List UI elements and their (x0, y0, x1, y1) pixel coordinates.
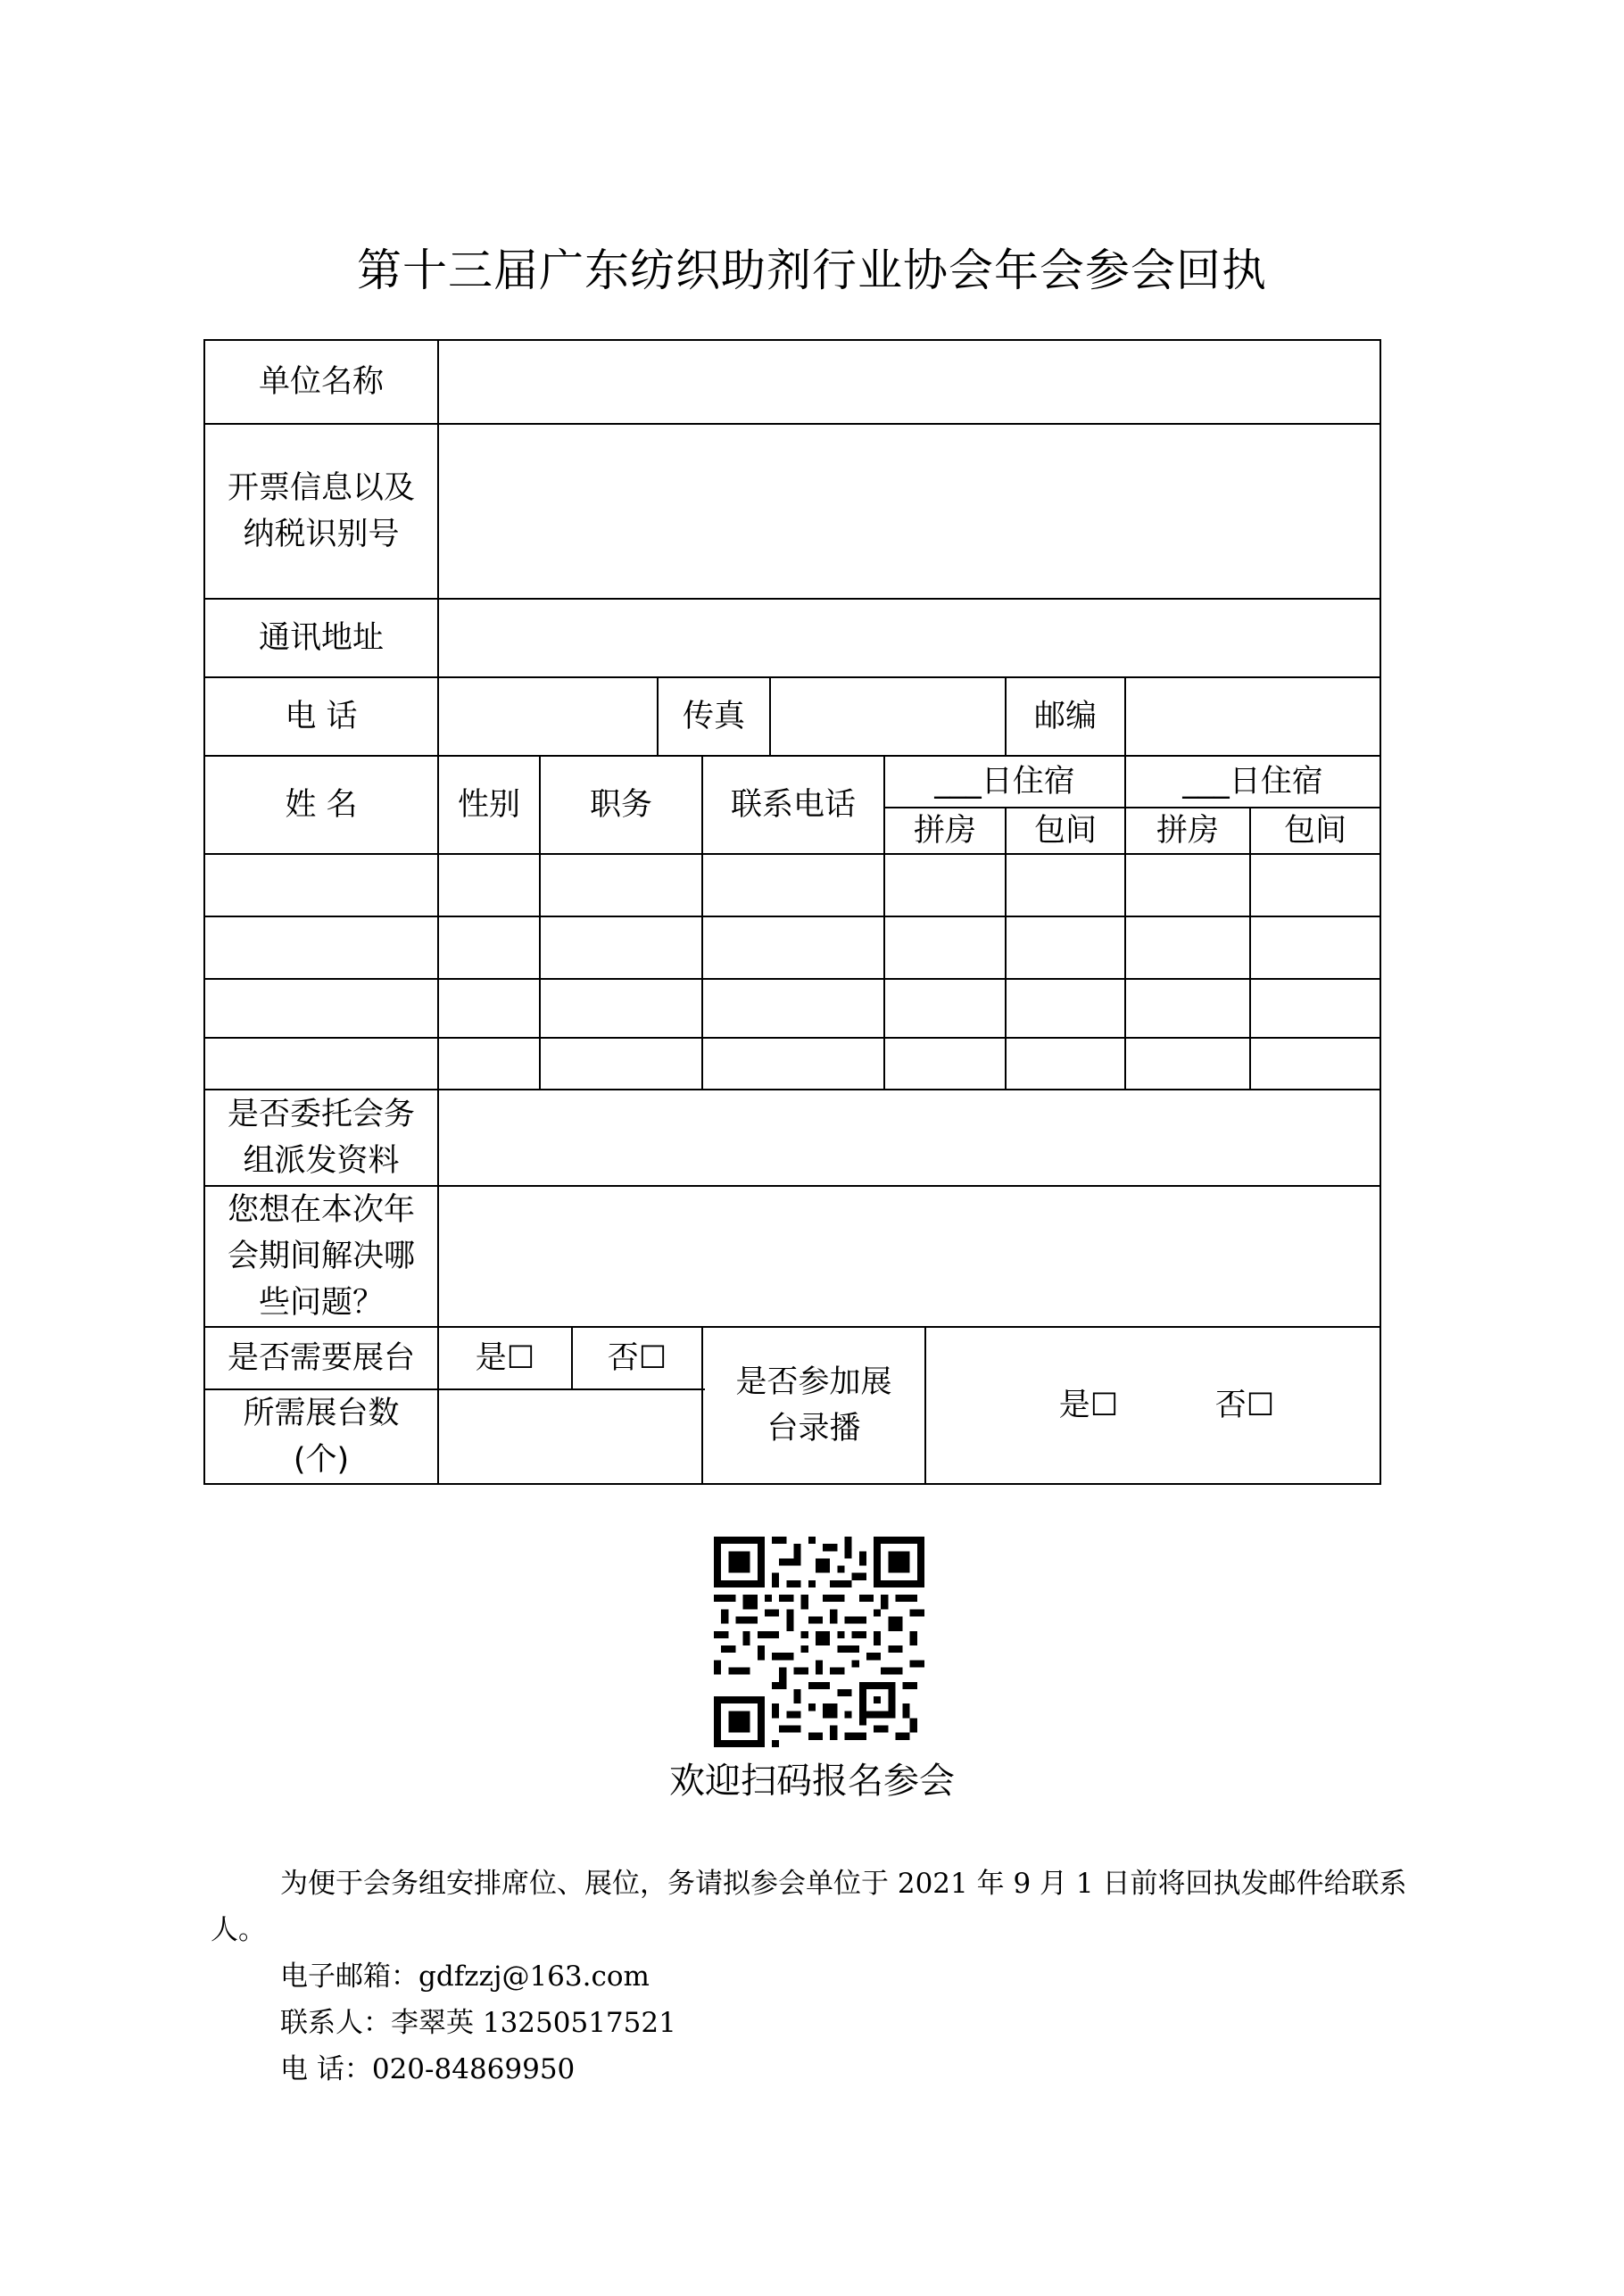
issues-field[interactable] (439, 1187, 1380, 1326)
contact-person: 联系人：李翠英 13250517521 (280, 2007, 676, 2039)
address-field[interactable] (439, 600, 1380, 676)
position-header: 职务 (589, 787, 652, 823)
unit-name-field[interactable] (439, 341, 1380, 423)
page-title: 第十三届广东纺织助剂行业协会年会参会回执 (357, 245, 1267, 296)
contact-phone-header: 联系电话 (730, 787, 856, 823)
deadline-note-continued: 人。 (211, 1914, 266, 1946)
need-booth-label: 是否需要展台 (227, 1340, 415, 1376)
fax-label: 传真 (682, 699, 745, 734)
fax-field[interactable] (771, 678, 1005, 755)
booth-count-field[interactable] (439, 1390, 701, 1483)
delegate-materials-label: 是否委托会务 组派发资料 (227, 1097, 415, 1179)
notes-section (211, 1861, 1424, 2093)
qr-code-icon (714, 1537, 924, 1747)
stay-day-2-header: ___日住宿 (1182, 764, 1323, 800)
invoice-info-field[interactable] (439, 425, 1380, 598)
unit-name-label: 单位名称 (258, 364, 384, 400)
booth-yes-checkbox[interactable]: 是☐ (475, 1340, 535, 1376)
join-broadcast-label: 是否参加展 台录播 (735, 1364, 892, 1446)
broadcast-yes-checkbox[interactable]: 是☐ (1058, 1388, 1119, 1423)
phone-label: 电 话 (285, 699, 358, 734)
booth-count-label: 所需展台数 (个) (243, 1396, 400, 1478)
name-header: 姓 名 (285, 787, 358, 823)
registration-form (203, 339, 1381, 1485)
qr-caption: 欢迎扫码报名参会 (669, 1761, 955, 1802)
broadcast-no-checkbox[interactable]: 否☐ (1214, 1388, 1275, 1423)
booth-no-checkbox[interactable]: 否☐ (607, 1340, 667, 1376)
deadline-note: 为便于会务组安排席位、展位，务请拟参会单位于 2021 年 9 月 1 日前将回执发邮件给联系 (280, 1868, 1407, 1900)
invoice-info-label: 开票信息以及 纳税识别号 (227, 470, 415, 552)
shared-room-2-header: 拼房 (1156, 813, 1219, 849)
address-label: 通讯地址 (258, 620, 384, 656)
stay-day-1-header: ___日住宿 (934, 764, 1075, 800)
contact-email: 电子邮箱：gdfzzj@163.com (280, 1960, 650, 1993)
private-room-1-header: 包间 (1033, 813, 1097, 849)
gender-header: 性别 (457, 787, 520, 823)
private-room-2-header: 包间 (1283, 813, 1346, 849)
postcode-label: 邮编 (1033, 699, 1097, 734)
shared-room-1-header: 拼房 (913, 813, 976, 849)
issues-question-label: 您想在本次年 会期间解决哪 些问题？ (227, 1192, 415, 1321)
delegate-materials-field[interactable] (439, 1090, 1380, 1185)
postcode-field[interactable] (1126, 678, 1380, 755)
phone-field[interactable] (439, 678, 657, 755)
contact-phone: 电 话：020-84869950 (280, 2053, 576, 2085)
